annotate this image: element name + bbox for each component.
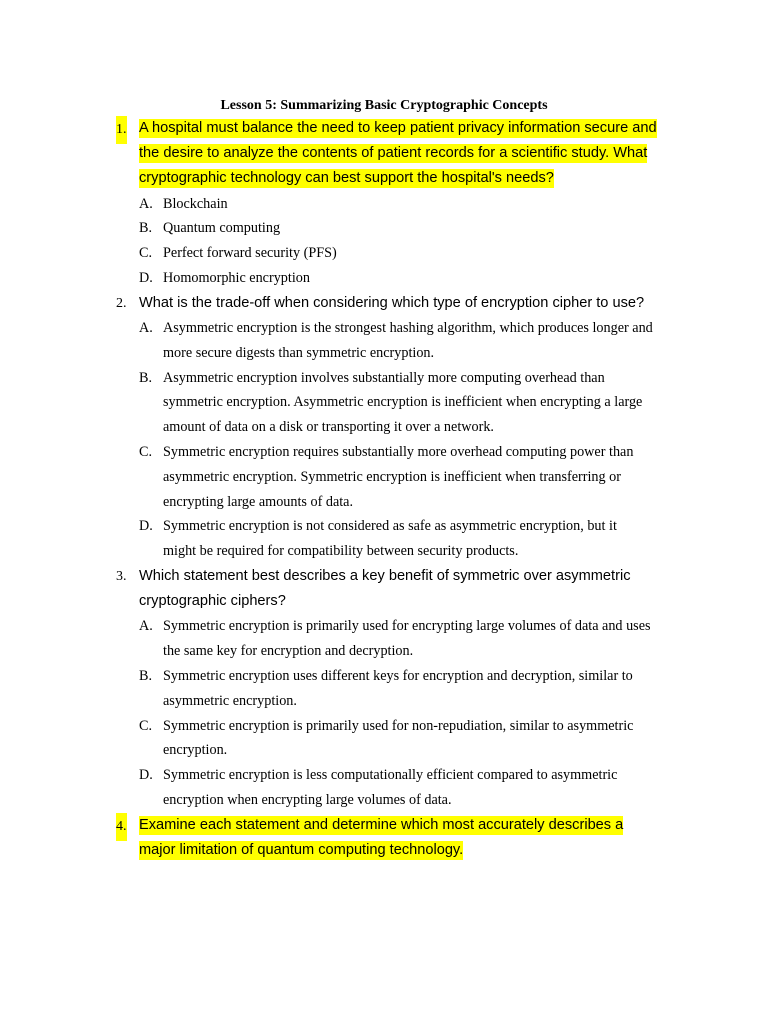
option-letter: D. <box>139 767 153 784</box>
option-list <box>0 192 768 291</box>
option-b <box>0 366 653 440</box>
option-list <box>0 316 768 564</box>
option-text: Symmetric encryption is not considered as safe as asymmetric encryption, but it might be required for compatibility between security products. <box>163 518 617 560</box>
option-d <box>0 514 653 564</box>
option-letter: A. <box>139 320 153 336</box>
question-text: A hospital must balance the need to keep patient privacy information secure and the desire to analyze the contents of patient records for a scientific study. What cryptographic technology can best support the hospital's needs? <box>139 120 657 187</box>
page-title: Lesson 5: Summarizing Basic Cryptographic Concepts <box>220 98 548 113</box>
option-b <box>0 664 653 714</box>
option-text: Symmetric encryption requires substantially more overhead computing power than asymmetric encryption. Symmetric encryption is inefficient when transferring or encrypting large amounts of data. <box>163 443 634 510</box>
option-text: Symmetric encryption uses different keys for encryption and decryption, similar to asymmetric encryption. <box>163 667 633 709</box>
option-letter: B. <box>139 667 153 684</box>
question-number: 4. <box>116 813 127 841</box>
question-text: Examine each statement and determine which most accurately describes a major limitation of quantum computing technology. <box>139 816 624 858</box>
question-number: 1. <box>116 116 127 144</box>
option-letter: C. <box>139 443 153 460</box>
option-a <box>0 614 653 664</box>
question-3 <box>0 564 768 813</box>
question-stem <box>0 116 659 192</box>
option-c <box>0 440 653 514</box>
option-letter: C. <box>139 717 153 734</box>
question-4 <box>0 813 768 863</box>
option-letter: A. <box>139 195 153 212</box>
question-text: What is the trade-off when considering which type of encryption cipher to use? <box>139 294 645 311</box>
option-a <box>0 192 653 217</box>
option-letter: B. <box>139 369 153 386</box>
option-text: Homomorphic encryption <box>163 270 310 286</box>
question-text: Which statement best describes a key benefit of symmetric over asymmetric cryptographic ciphers? <box>139 567 631 610</box>
option-c <box>0 714 653 764</box>
option-text: Perfect forward security (PFS) <box>163 245 337 262</box>
option-c <box>0 241 653 266</box>
option-text: Symmetric encryption is primarily used for encrypting large volumes of data and uses the same key for encryption and decryption. <box>163 618 651 660</box>
option-text: Symmetric encryption is primarily used for non-repudiation, similar to asymmetric encryption. <box>163 717 634 759</box>
question-number: 2. <box>116 295 127 311</box>
option-text: Blockchain <box>163 195 228 212</box>
question-stem <box>0 813 659 863</box>
option-letter: D. <box>139 270 153 286</box>
question-list <box>0 116 768 863</box>
question-stem <box>0 291 659 316</box>
option-d <box>0 266 653 291</box>
question-1 <box>0 116 768 291</box>
option-letter: C. <box>139 245 153 262</box>
option-list <box>0 614 768 812</box>
question-stem <box>0 564 659 614</box>
option-text: Symmetric encryption is less computationally efficient compared to asymmetric encryption when encrypting large volumes of data. <box>163 767 618 808</box>
option-letter: B. <box>139 220 153 237</box>
option-text: Asymmetric encryption is the strongest hashing algorithm, which produces longer and more secure digests than symmetric encryption. <box>163 320 653 361</box>
option-letter: D. <box>139 518 153 535</box>
option-letter: A. <box>139 618 153 635</box>
question-number: 3. <box>116 568 127 584</box>
option-d <box>0 763 653 813</box>
question-2 <box>0 291 768 564</box>
option-text: Asymmetric encryption involves substantially more computing overhead than symmetric encryption. Asymmetric encryption is inefficient when encrypting a large amount of data on a disk or transporting it over a network. <box>163 369 643 436</box>
option-a <box>0 316 653 366</box>
option-b <box>0 216 653 241</box>
option-text: Quantum computing <box>163 220 281 237</box>
